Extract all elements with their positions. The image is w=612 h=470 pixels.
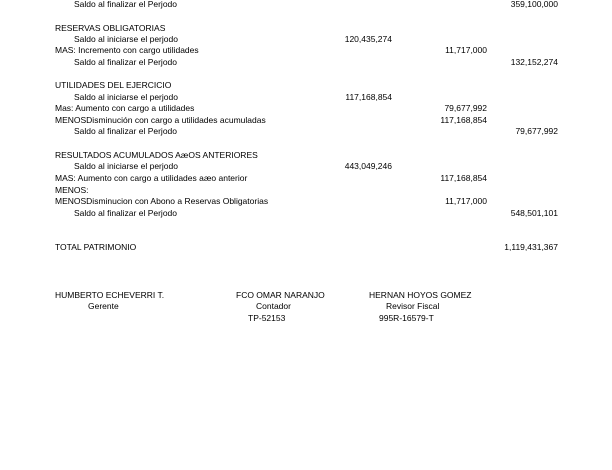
resultados-row-c2: 11,717,000 — [445, 196, 487, 206]
signature-role: Revisor Fiscal — [386, 301, 440, 311]
section-heading-resultados: RESULTADOS ACUMULADOS AæOS ANTERIORES — [55, 150, 258, 160]
resultados-row-label: MENOSDisminucion con Abono a Reservas Obligatorias — [55, 196, 269, 206]
reservas-row-label: Saldo al iniciarse el perjodo — [74, 34, 178, 44]
utilidades-row-c2: 117,168,854 — [440, 115, 487, 125]
utilidades-row-label: Saldo al finalizar el Perjodo — [74, 126, 178, 136]
utilidades-row-label: Saldo al iniciarse el perjodo — [74, 92, 178, 102]
signature-name: FCO OMAR NARANJO — [236, 290, 325, 300]
resultados-row-label: MAS: Aumento con cargo a utilidades aæo anterior — [55, 173, 248, 183]
top-balance-total: 359,100,000 — [510, 0, 558, 9]
resultados-row-label: Saldo al iniciarse el perjodo — [74, 161, 178, 171]
signature-id: TP-52153 — [248, 313, 286, 323]
signature-name: HERNAN HOYOS GOMEZ — [369, 290, 472, 300]
utilidades-row-label: MENOSDisminución con cargo a utilidades acumuladas — [55, 115, 266, 125]
utilidades-row-label: Mas: Aumento con cargo a utilidades — [55, 103, 195, 113]
section-heading-utilidades: UTILIDADES DEL EJERCICIO — [55, 80, 172, 90]
signature-role: Gerente — [88, 301, 119, 311]
reservas-row-c1: 120,435,274 — [344, 34, 392, 44]
reservas-row-label: Saldo al finalizar el Perjodo — [74, 57, 178, 67]
resultados-row-label: Saldo al finalizar el Perjodo — [74, 208, 178, 218]
section-heading-reservas: RESERVAS OBLIGATORIAS — [55, 23, 166, 33]
total-patrimonio-value: 1,119,431,367 — [504, 242, 558, 252]
reservas-row-label: MAS: Incremento con cargo utilidades — [55, 45, 199, 55]
top-balance-label: Saldo al finalizar el Perjodo — [74, 0, 178, 9]
resultados-row-c3: 548,501,101 — [510, 208, 558, 218]
signature-id: 995R-16579-T — [379, 313, 434, 323]
total-patrimonio-label: TOTAL PATRIMONIO — [55, 242, 137, 252]
signature-role: Contador — [256, 301, 291, 311]
utilidades-row-c2: 79,677,992 — [444, 103, 487, 113]
utilidades-row-c3: 79,677,992 — [515, 126, 558, 136]
signature-name: HUMBERTO ECHEVERRI T. — [55, 290, 165, 300]
resultados-row-c2: 117,168,854 — [440, 173, 487, 183]
reservas-row-c3: 132,152,274 — [510, 57, 558, 67]
resultados-row-c1: 443,049,246 — [344, 161, 392, 171]
resultados-row-label: MENOS: — [55, 185, 89, 195]
reservas-row-c2: 11,717,000 — [445, 45, 487, 55]
utilidades-row-c1: 117,168,854 — [345, 92, 392, 102]
